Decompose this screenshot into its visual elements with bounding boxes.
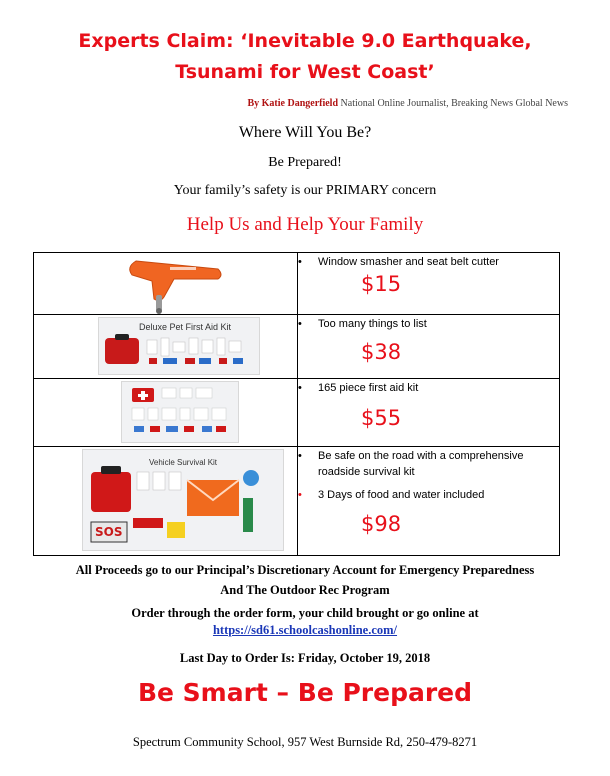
- product-image-cell: [34, 379, 298, 447]
- price-38: $38: [361, 340, 402, 364]
- product-description-cell: [298, 447, 560, 556]
- school-contact: Spectrum Community School, 957 West Burnside Rd, 250-479-8271: [132, 735, 478, 749]
- price-98: $98: [361, 512, 402, 536]
- byline: [247, 98, 568, 109]
- vehicle-kit-caption: Vehicle Survival Kit: [149, 458, 218, 467]
- product-image-cell: [34, 315, 298, 379]
- be-prepared-text: Be Prepared!: [268, 155, 342, 170]
- product-image-cell: [34, 447, 298, 556]
- order-link[interactable]: https://sd61.schoolcashonline.com/: [212, 623, 398, 637]
- bullet-165-piece: • 165 piece first aid kit: [298, 380, 559, 396]
- bullet-food-water: • 3 Days of food and water included: [298, 487, 559, 503]
- product-row-pet-first-aid: [34, 315, 560, 379]
- product-row-165-piece-kit: [34, 379, 560, 447]
- headline-line-1: Experts Claim: ‘Inevitable 9.0 Earthquake,: [78, 30, 532, 52]
- product-description-cell: [298, 253, 560, 315]
- outdoor-rec-text: And The Outdoor Rec Program: [220, 583, 390, 597]
- help-us-heading: Help Us and Help Your Family: [186, 214, 424, 235]
- deadline-text: Last Day to Order Is: Friday, October 19, 2018: [179, 651, 431, 665]
- order-instructions: Order through the order form, your child brought or go online at: [131, 606, 479, 620]
- product-description-cell: [298, 379, 560, 447]
- product-description-cell: [298, 315, 560, 379]
- byline-role: National Online Journalist, Breaking News Global News: [338, 98, 568, 109]
- pet-kit-caption: Deluxe Pet First Aid Kit: [139, 322, 232, 332]
- safety-concern-text: Your family’s safety is our PRIMARY concern: [173, 183, 437, 198]
- byline-author: By Katie Dangerfield: [247, 98, 339, 109]
- product-row-vehicle-survival-kit: [34, 447, 560, 556]
- bullet-window-smasher: • Window smasher and seat belt cutter: [298, 254, 559, 270]
- products-table: [33, 252, 560, 556]
- window-smasher-image: [114, 255, 234, 315]
- price-15: $15: [361, 272, 402, 296]
- bullet-roadside-kit: • Be safe on the road with a comprehensive roadside survival kit: [298, 448, 559, 480]
- proceeds-text: All Proceeds go to our Principal’s Discretionary Account for Emergency Preparedness: [75, 563, 535, 577]
- price-55: $55: [361, 406, 402, 430]
- headline: [0, 26, 610, 88]
- product-row-window-smasher: [34, 253, 560, 315]
- slogan: Be Smart – Be Prepared: [137, 678, 473, 707]
- product-image-cell: [34, 253, 298, 315]
- sos-label: SOS: [95, 525, 123, 539]
- first-aid-kit-165-image: [121, 381, 239, 443]
- vehicle-survival-kit-image: [82, 449, 284, 551]
- bullet-too-many-things: • Too many things to list: [298, 316, 559, 332]
- headline-line-2: Tsunami for West Coast’: [175, 61, 435, 83]
- where-will-you-be: Where Will You Be?: [238, 124, 372, 141]
- pet-first-aid-kit-image: [98, 317, 260, 375]
- order-link-line: [0, 623, 610, 638]
